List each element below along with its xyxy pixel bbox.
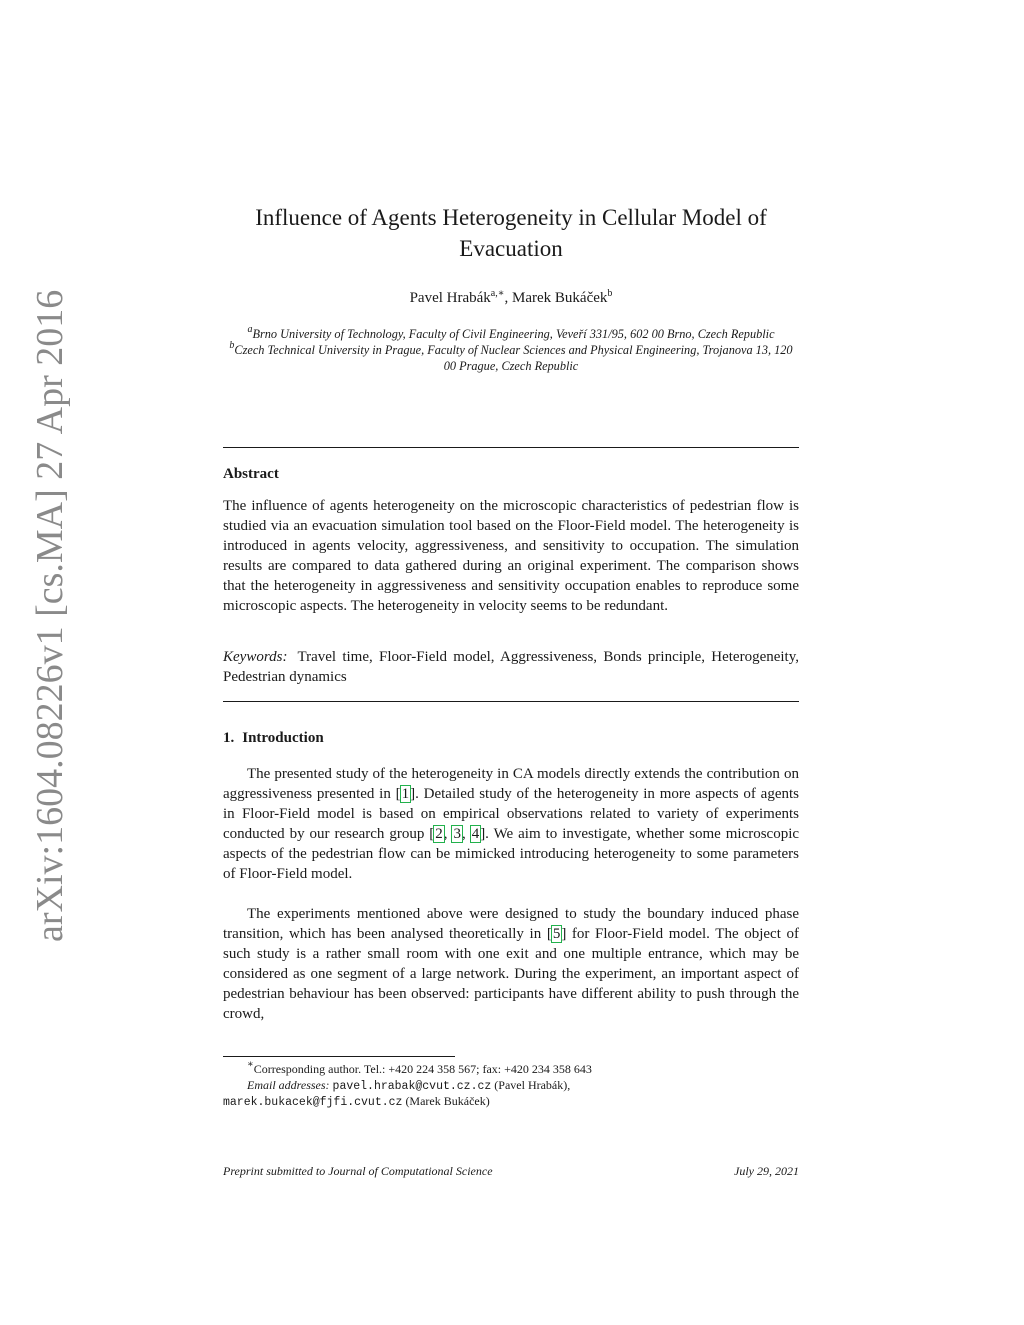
author-line: Pavel Hrabák$^{a,∗}$, Marek Bukáček$^b$ bbox=[409, 288, 613, 306]
citation-link[interactable]: 2 bbox=[435, 826, 443, 842]
affiliation-a: $^a$Brno University of Technology, Faculty of Civil Engineering, Veveří 331/95, 602 00 Brno, Czech Republic bbox=[247, 324, 775, 341]
intro-paragraph-2: The experiments mentioned above were designed to study the boundary induced phase transition, which has been analysed theoretically in [5] for Floor-Field model. The object of such study is a rather small room with one exit and one multiple entrance, which may be considered as one segment of a large network. During the experiment, an important aspect of pedestrian behaviour has been observed: participants have different ability to push through the crowd, bbox=[223, 906, 799, 1022]
footnote-corresponding: ∗Corresponding author. Tel.: +420 224 358 567; fax: +420 234 358 643 bbox=[247, 1059, 592, 1076]
preprint-note: Preprint submitted to Journal of Computational Science bbox=[223, 1164, 493, 1178]
keywords bbox=[223, 647, 799, 687]
affiliation-b: $^b$Czech Technical University in Prague, Faculty of Nuclear Sciences and Physical Engineering, Trojanova 13, 120 00 Prague, Czech Republic bbox=[229, 340, 793, 373]
footnote-emails: Email addresses: pavel.hrabak@cvut.cz.cz (Pavel Hrabák), bbox=[247, 1078, 571, 1093]
abstract-heading: Abstract bbox=[223, 466, 279, 482]
keywords-text: Travel time, Floor-Field model, Aggressiveness, Bonds principle, Heterogeneity, Pedestrian dynamics bbox=[223, 649, 799, 685]
section-heading: 1. Introduction bbox=[223, 730, 324, 746]
affiliations bbox=[223, 326, 799, 374]
page-footer bbox=[223, 1164, 799, 1179]
keywords-label: Keywords: bbox=[223, 649, 288, 665]
author-superscript: b bbox=[607, 288, 613, 299]
footer-date: July 29, 2021 bbox=[734, 1164, 799, 1178]
author-name: Marek Bukáček bbox=[512, 290, 608, 306]
intro-paragraph-1: The presented study of the heterogeneity in CA models directly extends the contribution on aggressiveness presented in [1]. Detailed study of the heterogeneity in more aspects of agents in Floor-Field model is based on empirical observations related to variety of experiments conducted by our research group [2, 3, 4]. We aim to investigate, whether some microscopic aspects of the pedestrian flow can be mimicked introducing heterogeneity to some parameters of Floor-Field model. bbox=[223, 766, 800, 882]
email-link[interactable]: pavel.hrabak@cvut.cz.cz bbox=[332, 1080, 492, 1093]
citation-link[interactable]: 5 bbox=[552, 926, 561, 942]
abstract-text: The influence of agents heterogeneity on the microscopic characteristics of pedestrian flow is studied via an evacuation simulation tool based on the Floor-Field model. The heterogeneity is introduced in agents velocity, aggressiveness, and sensitivity to occupation. The simulation results are compared to data gathered during an original experiment. The comparison shows that the heterogeneity in aggressiveness and sensitivity occupation enables to reproduce some microscopic aspects. The heterogeneity in velocity seems to be redundant. bbox=[223, 498, 799, 614]
citation-link[interactable]: 3 bbox=[453, 826, 461, 842]
author-superscript: a,∗ bbox=[490, 288, 505, 299]
footnote-emails-cont: marek.bukacek@fjfi.cvut.cz (Marek Bukáček) bbox=[223, 1094, 490, 1109]
citation-link[interactable]: 1 bbox=[401, 786, 410, 802]
author-name: Pavel Hrabák bbox=[409, 290, 491, 306]
abstract-top-rule bbox=[223, 447, 799, 448]
email-link[interactable]: marek.bukacek@fjfi.cvut.cz bbox=[223, 1096, 403, 1109]
footnote-rule bbox=[223, 1056, 455, 1057]
arxiv-identifier: arXiv:1604.08226v1 [cs.MA] 27 Apr 2016 bbox=[29, 289, 71, 942]
citation-link[interactable]: 4 bbox=[471, 826, 480, 842]
abstract-bottom-rule bbox=[223, 701, 799, 702]
paper-title: Influence of Agents Heterogeneity in Cellular Model of Evacuation bbox=[255, 205, 767, 261]
